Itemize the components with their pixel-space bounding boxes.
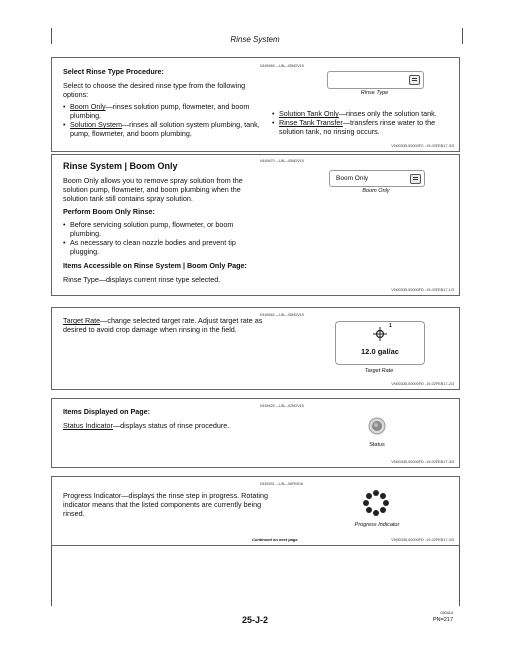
section-heading: Items Displayed on Page: xyxy=(63,407,151,416)
body-text: Boom Only allows you to remove spray solution from the solution pump, flowmeter, and boom plumbing when the solution tank still contains spray solution. xyxy=(63,176,243,203)
reference-code: VN00335,00000FD -19-02FEB17-4/3 xyxy=(391,538,454,542)
list-item: • Rinse Tank Transfer—transfers rinse water to the solution tank, no rinsing occurs. xyxy=(272,118,457,136)
image-caption: Boom Only xyxy=(362,188,390,194)
image-code: N169470 —UN—05NOV15 xyxy=(260,159,304,163)
image-code: N169462 —UN—05NOV15 xyxy=(260,313,304,317)
menu-icon xyxy=(409,75,420,85)
image-caption: Rinse Type xyxy=(360,90,389,96)
superscript-label: 1 xyxy=(389,323,392,329)
body-text: Target Rate—change selected target rate. Adjust target rate as desired to avoid crop damage when rinsing in the field. xyxy=(63,316,263,334)
target-crosshair-icon xyxy=(373,325,389,341)
dropdown-value: Boom Only xyxy=(336,175,369,182)
continued-note: Continued on next page xyxy=(252,537,298,542)
progress-indicator-icon xyxy=(361,488,391,518)
options-list-right xyxy=(272,109,457,136)
section-boom-only xyxy=(51,154,460,296)
rinse-type-dropdown[interactable] xyxy=(327,71,424,89)
reference-code: VN00335,00000FD -19-02FEB17-3/3 xyxy=(391,460,454,464)
subheading: Items Accessible on Rinse System | Boom Only Page: xyxy=(63,261,247,270)
list-item: • Solution Tank Only—rinses only the solution tank. xyxy=(272,109,457,118)
list-item: • As necessary to clean nozzle bodies and prevent tip plugging. xyxy=(63,238,263,256)
image-code: N169391 —UN—06FEB16 xyxy=(260,482,303,486)
reference-code: VN00335,00000FC -19-02FEB17-3/3 xyxy=(391,144,454,148)
section-items-displayed xyxy=(51,398,460,468)
footer-pn: PN=217 xyxy=(432,617,453,623)
page-number: 25-J-2 xyxy=(241,615,268,625)
list-item: • Solution System—rinses all solution system plumbing, tank, pump, flowmeter, and boom plumbing. xyxy=(63,120,263,138)
rate-value: 12.0 gal/ac xyxy=(361,347,399,356)
body-text: Progress Indicator—displays the rinse step in progress. Rotating indicator means that the listed components are currently being rinsed. xyxy=(63,491,268,518)
section-heading: Rinse System | Boom Only xyxy=(63,161,178,171)
image-code: N169425 —UN—02NOV15 xyxy=(260,404,304,408)
list-item: • Boom Only—rinses solution pump, flowmeter, and boom plumbing. xyxy=(63,102,263,120)
page-frame xyxy=(51,546,460,606)
section-target-rate xyxy=(51,307,460,390)
menu-icon xyxy=(410,174,421,184)
image-caption: Progress Indicator xyxy=(354,522,400,528)
footer-code: 020414 xyxy=(440,611,453,615)
status-indicator-icon xyxy=(367,416,387,436)
reference-code: VN00335,00000FD -19-02FEB17-2/3 xyxy=(391,382,454,386)
bullet-list xyxy=(63,220,263,256)
body-text: Rinse Type—displays current rinse type selected. xyxy=(63,275,221,284)
section-heading: Select Rinse Type Procedure: xyxy=(63,67,164,76)
options-list-left xyxy=(63,102,263,138)
page-header-title: Rinse System xyxy=(230,35,280,44)
reference-code: VN00335,00000FD -19-02FEB17-1/3 xyxy=(391,288,454,292)
list-item: • Before servicing solution pump, flowmeter, or boom plumbing. xyxy=(63,220,263,238)
section-progress xyxy=(51,476,460,546)
section-rinse-type xyxy=(51,57,460,152)
image-caption: Status xyxy=(369,442,385,448)
image-caption: Target Rate xyxy=(364,368,394,374)
body-text: Status Indicator—displays status of rinse procedure. xyxy=(63,421,230,430)
subheading: Perform Boom Only Rinse: xyxy=(63,207,155,216)
boom-only-dropdown[interactable] xyxy=(329,170,425,187)
image-code: N169469 —UN—05NOV15 xyxy=(260,64,304,68)
intro-text: Select to choose the desired rinse type from the following options: xyxy=(63,81,246,99)
target-rate-button[interactable] xyxy=(335,321,425,365)
